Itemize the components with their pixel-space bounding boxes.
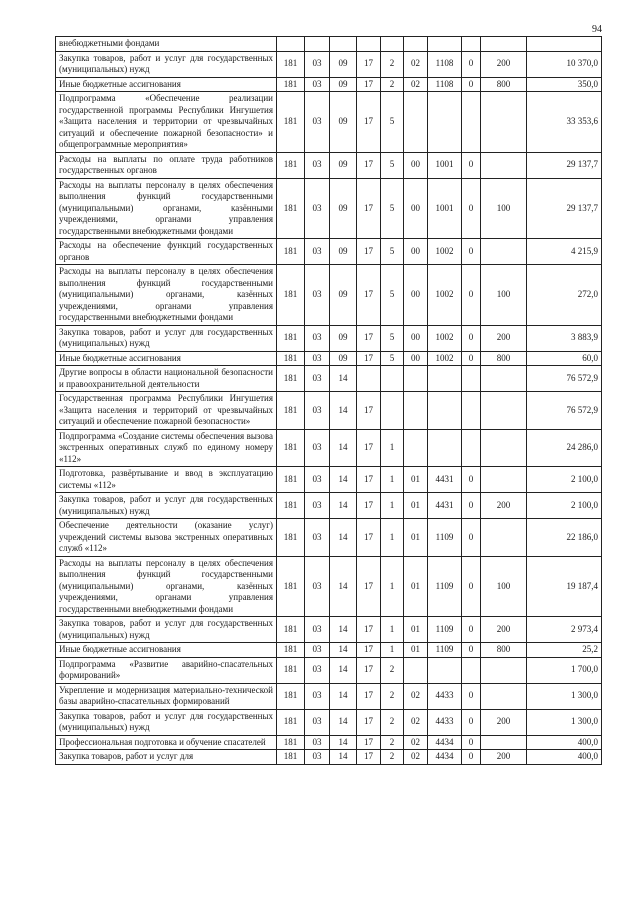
section-code-cell: 03 [305, 519, 330, 557]
program-code-cell: 17 [357, 643, 381, 658]
subprogram-code-cell [381, 37, 404, 52]
ministry-code-cell: 181 [277, 643, 305, 658]
ministry-code-cell: 181 [277, 493, 305, 519]
amount-cell: 2 973,4 [527, 617, 602, 643]
event-code-cell: 02 [404, 750, 428, 765]
table-row [56, 683, 602, 709]
expense-type-cell [481, 92, 527, 153]
expense-type-cell [481, 429, 527, 467]
subsection-code-cell: 09 [330, 51, 357, 77]
subprogram-code-cell: 1 [381, 467, 404, 493]
direction-suffix-cell: 0 [462, 556, 481, 617]
direction-code-cell: 4434 [428, 750, 462, 765]
program-code-cell: 17 [357, 467, 381, 493]
direction-suffix-cell: 0 [462, 519, 481, 557]
ministry-code-cell: 181 [277, 519, 305, 557]
event-code-cell: 01 [404, 467, 428, 493]
expense-type-cell: 800 [481, 351, 527, 366]
amount-cell: 76 572,9 [527, 392, 602, 430]
table-row [56, 519, 602, 557]
direction-code-cell [428, 37, 462, 52]
expense-type-cell: 800 [481, 643, 527, 658]
subsection-code-cell: 14 [330, 617, 357, 643]
subsection-code-cell: 14 [330, 519, 357, 557]
program-code-cell: 17 [357, 493, 381, 519]
table-row [56, 657, 602, 683]
expense-name-cell: Подпрограмма «Создание системы обеспечения вызова экстренных оперативных служб по единому номеру «112» [56, 429, 277, 467]
amount-cell: 1 300,0 [527, 683, 602, 709]
subprogram-code-cell: 2 [381, 51, 404, 77]
expense-name-cell: Обеспечение деятельности (оказание услуг) учреждений системы вызова экстренных оперативных служб «112» [56, 519, 277, 557]
event-code-cell: 01 [404, 617, 428, 643]
program-code-cell: 17 [357, 152, 381, 178]
event-code-cell: 00 [404, 325, 428, 351]
expense-name-cell: Иные бюджетные ассигнования [56, 351, 277, 366]
table-row [56, 493, 602, 519]
expense-type-cell [481, 239, 527, 265]
program-code-cell: 17 [357, 351, 381, 366]
direction-suffix-cell: 0 [462, 239, 481, 265]
direction-code-cell: 4431 [428, 493, 462, 519]
direction-suffix-cell: 0 [462, 265, 481, 326]
expense-name-cell: Расходы на выплаты персоналу в целях обеспечения выполнения функций государственными (муниципальными) органами, казённых учреждениями, органами управления государственными внебюджетными фондами [56, 265, 277, 326]
event-code-cell: 01 [404, 519, 428, 557]
expense-type-cell [481, 392, 527, 430]
program-code-cell: 17 [357, 429, 381, 467]
subsection-code-cell: 09 [330, 325, 357, 351]
event-code-cell: 02 [404, 77, 428, 92]
direction-suffix-cell: 0 [462, 643, 481, 658]
ministry-code-cell: 181 [277, 467, 305, 493]
section-code-cell: 03 [305, 750, 330, 765]
subprogram-code-cell: 5 [381, 178, 404, 239]
subprogram-code-cell: 2 [381, 735, 404, 750]
expense-type-cell [481, 519, 527, 557]
program-code-cell: 17 [357, 77, 381, 92]
amount-cell: 3 883,9 [527, 325, 602, 351]
program-code-cell: 17 [357, 392, 381, 430]
section-code-cell: 03 [305, 92, 330, 153]
program-code-cell: 17 [357, 51, 381, 77]
expense-name-cell: Закупка товаров, работ и услуг для государственных (муниципальных) нужд [56, 709, 277, 735]
event-code-cell: 02 [404, 709, 428, 735]
section-code-cell: 03 [305, 366, 330, 392]
subsection-code-cell: 14 [330, 750, 357, 765]
expense-name-cell: Закупка товаров, работ и услуг для государственных (муниципальных) нужд [56, 325, 277, 351]
expense-name-cell: Профессиональная подготовка и обучение спасателей [56, 735, 277, 750]
expense-type-cell [481, 467, 527, 493]
section-code-cell: 03 [305, 351, 330, 366]
direction-code-cell: 1108 [428, 77, 462, 92]
subprogram-code-cell: 2 [381, 77, 404, 92]
section-code-cell: 03 [305, 51, 330, 77]
amount-cell: 1 700,0 [527, 657, 602, 683]
expense-type-cell: 200 [481, 617, 527, 643]
expense-type-cell: 100 [481, 556, 527, 617]
direction-code-cell [428, 657, 462, 683]
event-code-cell [404, 429, 428, 467]
direction-code-cell: 1002 [428, 351, 462, 366]
expense-name-cell: Закупка товаров, работ и услуг для государственных (муниципальных) нужд [56, 493, 277, 519]
expense-type-cell [481, 152, 527, 178]
subsection-code-cell [330, 37, 357, 52]
expense-name-cell: Расходы на выплаты по оплате труда работников государственных органов [56, 152, 277, 178]
subprogram-code-cell: 1 [381, 643, 404, 658]
subprogram-code-cell: 5 [381, 152, 404, 178]
program-code-cell: 17 [357, 265, 381, 326]
expense-type-cell: 100 [481, 265, 527, 326]
ministry-code-cell: 181 [277, 92, 305, 153]
direction-code-cell: 1109 [428, 643, 462, 658]
table-row [56, 556, 602, 617]
expense-type-cell: 200 [481, 325, 527, 351]
ministry-code-cell: 181 [277, 178, 305, 239]
amount-cell: 60,0 [527, 351, 602, 366]
event-code-cell: 00 [404, 152, 428, 178]
direction-suffix-cell: 0 [462, 493, 481, 519]
amount-cell: 33 353,6 [527, 92, 602, 153]
amount-cell: 400,0 [527, 750, 602, 765]
section-code-cell: 03 [305, 265, 330, 326]
direction-suffix-cell: 0 [462, 178, 481, 239]
section-code-cell: 03 [305, 152, 330, 178]
program-code-cell: 17 [357, 178, 381, 239]
table-row [56, 325, 602, 351]
subsection-code-cell: 14 [330, 683, 357, 709]
expense-name-cell: Государственная программа Республики Ингушетия «Защита населения и территорий от чрезвычайных ситуаций и обеспечение пожарной безопасности» [56, 392, 277, 430]
subprogram-code-cell: 1 [381, 617, 404, 643]
direction-code-cell: 1002 [428, 325, 462, 351]
direction-code-cell: 4434 [428, 735, 462, 750]
subprogram-code-cell: 2 [381, 750, 404, 765]
table-row [56, 265, 602, 326]
subprogram-code-cell: 5 [381, 325, 404, 351]
direction-suffix-cell [462, 366, 481, 392]
section-code-cell: 03 [305, 735, 330, 750]
expense-type-cell [481, 683, 527, 709]
ministry-code-cell: 181 [277, 51, 305, 77]
event-code-cell: 00 [404, 239, 428, 265]
amount-cell: 1 300,0 [527, 709, 602, 735]
subprogram-code-cell: 1 [381, 556, 404, 617]
program-code-cell: 17 [357, 239, 381, 265]
table-row [56, 51, 602, 77]
direction-code-cell: 4433 [428, 683, 462, 709]
subprogram-code-cell: 2 [381, 657, 404, 683]
section-code-cell: 03 [305, 657, 330, 683]
expense-type-cell: 200 [481, 493, 527, 519]
section-code-cell: 03 [305, 556, 330, 617]
program-code-cell: 17 [357, 92, 381, 153]
table-row [56, 152, 602, 178]
table-row [56, 366, 602, 392]
ministry-code-cell: 181 [277, 683, 305, 709]
direction-suffix-cell: 0 [462, 709, 481, 735]
ministry-code-cell: 181 [277, 239, 305, 265]
subprogram-code-cell: 5 [381, 265, 404, 326]
direction-suffix-cell: 0 [462, 750, 481, 765]
program-code-cell: 17 [357, 617, 381, 643]
subsection-code-cell: 14 [330, 643, 357, 658]
expense-type-cell [481, 657, 527, 683]
subsection-code-cell: 09 [330, 92, 357, 153]
ministry-code-cell: 181 [277, 392, 305, 430]
subprogram-code-cell [381, 392, 404, 430]
direction-suffix-cell: 0 [462, 683, 481, 709]
ministry-code-cell: 181 [277, 617, 305, 643]
expense-type-cell [481, 735, 527, 750]
subsection-code-cell: 09 [330, 178, 357, 239]
ministry-code-cell: 181 [277, 351, 305, 366]
event-code-cell: 00 [404, 178, 428, 239]
expense-name-cell: Расходы на выплаты персоналу в целях обеспечения выполнения функций государственными (муниципальными) органами, казёнными учреждениями, органами управления государственными внебюджетными фондами [56, 178, 277, 239]
direction-suffix-cell: 0 [462, 325, 481, 351]
expense-type-cell: 100 [481, 178, 527, 239]
program-code-cell: 17 [357, 750, 381, 765]
direction-code-cell [428, 392, 462, 430]
subsection-code-cell: 09 [330, 265, 357, 326]
program-code-cell: 17 [357, 325, 381, 351]
subsection-code-cell: 14 [330, 493, 357, 519]
direction-code-cell: 1109 [428, 617, 462, 643]
direction-code-cell: 1002 [428, 239, 462, 265]
subsection-code-cell: 14 [330, 467, 357, 493]
subsection-code-cell: 09 [330, 77, 357, 92]
table-row [56, 92, 602, 153]
direction-code-cell [428, 366, 462, 392]
event-code-cell: 02 [404, 735, 428, 750]
expense-name-cell: Иные бюджетные ассигнования [56, 643, 277, 658]
expense-name-cell: Закупка товаров, работ и услуг для государственных (муниципальных) нужд [56, 51, 277, 77]
subprogram-code-cell: 1 [381, 429, 404, 467]
amount-cell [527, 37, 602, 52]
section-code-cell: 03 [305, 643, 330, 658]
ministry-code-cell: 181 [277, 657, 305, 683]
direction-code-cell: 1002 [428, 265, 462, 326]
amount-cell: 29 137,7 [527, 152, 602, 178]
direction-suffix-cell: 0 [462, 735, 481, 750]
expense-name-cell: Укрепление и модернизация материально-технической базы аварийно-спасательных формирований [56, 683, 277, 709]
ministry-code-cell: 181 [277, 77, 305, 92]
section-code-cell: 03 [305, 429, 330, 467]
subprogram-code-cell [381, 366, 404, 392]
table-row [56, 617, 602, 643]
expense-type-cell [481, 37, 527, 52]
program-code-cell [357, 366, 381, 392]
expense-name-cell: Закупка товаров, работ и услуг для [56, 750, 277, 765]
subprogram-code-cell: 2 [381, 683, 404, 709]
event-code-cell: 00 [404, 265, 428, 326]
section-code-cell: 03 [305, 77, 330, 92]
amount-cell: 19 187,4 [527, 556, 602, 617]
event-code-cell [404, 92, 428, 153]
expense-type-cell: 200 [481, 750, 527, 765]
direction-code-cell: 1109 [428, 556, 462, 617]
amount-cell: 24 286,0 [527, 429, 602, 467]
table-row [56, 392, 602, 430]
ministry-code-cell: 181 [277, 735, 305, 750]
table-row [56, 178, 602, 239]
subsection-code-cell: 09 [330, 152, 357, 178]
budget-table [55, 36, 602, 765]
subsection-code-cell: 14 [330, 392, 357, 430]
section-code-cell: 03 [305, 178, 330, 239]
amount-cell: 350,0 [527, 77, 602, 92]
direction-code-cell [428, 92, 462, 153]
event-code-cell [404, 392, 428, 430]
direction-code-cell: 1109 [428, 519, 462, 557]
expense-name-cell: Подпрограмма «Обеспечение реализации государственной программы Республики Ингушетия «Защита населения и территории от чрезвычайных ситуаций и обеспечение пожарной безопасности» и общепрограммные мероприятия» [56, 92, 277, 153]
event-code-cell: 01 [404, 556, 428, 617]
table-row [56, 37, 602, 52]
expense-name-cell: Расходы на обеспечение функций государственных органов [56, 239, 277, 265]
program-code-cell: 17 [357, 556, 381, 617]
table-row [56, 351, 602, 366]
expense-type-cell: 800 [481, 77, 527, 92]
program-code-cell: 17 [357, 657, 381, 683]
subprogram-code-cell: 2 [381, 709, 404, 735]
amount-cell: 272,0 [527, 265, 602, 326]
table-row [56, 239, 602, 265]
ministry-code-cell: 181 [277, 750, 305, 765]
subprogram-code-cell: 5 [381, 351, 404, 366]
direction-suffix-cell [462, 37, 481, 52]
amount-cell: 2 100,0 [527, 493, 602, 519]
amount-cell: 22 186,0 [527, 519, 602, 557]
event-code-cell [404, 37, 428, 52]
direction-code-cell: 4431 [428, 467, 462, 493]
section-code-cell [305, 37, 330, 52]
subprogram-code-cell: 5 [381, 92, 404, 153]
ministry-code-cell: 181 [277, 556, 305, 617]
direction-code-cell: 4433 [428, 709, 462, 735]
ministry-code-cell: 181 [277, 429, 305, 467]
direction-suffix-cell: 0 [462, 51, 481, 77]
expense-name-cell: Расходы на выплаты персоналу в целях обеспечения выполнения функций государственными (муниципальными) органами, казённых учреждениями, органами управления государственными внебюджетными фондами [56, 556, 277, 617]
event-code-cell: 02 [404, 683, 428, 709]
direction-code-cell: 1001 [428, 178, 462, 239]
ministry-code-cell: 181 [277, 152, 305, 178]
direction-suffix-cell [462, 392, 481, 430]
direction-suffix-cell: 0 [462, 77, 481, 92]
direction-code-cell: 1108 [428, 51, 462, 77]
amount-cell: 10 370,0 [527, 51, 602, 77]
section-code-cell: 03 [305, 392, 330, 430]
ministry-code-cell: 181 [277, 325, 305, 351]
subsection-code-cell: 14 [330, 556, 357, 617]
direction-suffix-cell: 0 [462, 152, 481, 178]
event-code-cell: 01 [404, 493, 428, 519]
amount-cell: 76 572,9 [527, 366, 602, 392]
expense-name-cell: Закупка товаров, работ и услуг для государственных (муниципальных) нужд [56, 617, 277, 643]
subprogram-code-cell: 5 [381, 239, 404, 265]
table-row [56, 735, 602, 750]
subsection-code-cell: 14 [330, 366, 357, 392]
program-code-cell: 17 [357, 519, 381, 557]
event-code-cell: 01 [404, 643, 428, 658]
section-code-cell: 03 [305, 617, 330, 643]
ministry-code-cell: 181 [277, 366, 305, 392]
program-code-cell [357, 37, 381, 52]
section-code-cell: 03 [305, 467, 330, 493]
program-code-cell: 17 [357, 709, 381, 735]
event-code-cell: 00 [404, 351, 428, 366]
expense-name-cell: Подготовка, развёртывание и ввод в эксплуатацию системы «112» [56, 467, 277, 493]
direction-suffix-cell [462, 657, 481, 683]
program-code-cell: 17 [357, 735, 381, 750]
section-code-cell: 03 [305, 493, 330, 519]
section-code-cell: 03 [305, 325, 330, 351]
subsection-code-cell: 09 [330, 239, 357, 265]
expense-name-cell: Другие вопросы в области национальной безопасности и правоохранительной деятельности [56, 366, 277, 392]
subsection-code-cell: 14 [330, 735, 357, 750]
subsection-code-cell: 14 [330, 657, 357, 683]
table-row [56, 643, 602, 658]
direction-code-cell: 1001 [428, 152, 462, 178]
direction-code-cell [428, 429, 462, 467]
direction-suffix-cell [462, 92, 481, 153]
subsection-code-cell: 09 [330, 351, 357, 366]
subsection-code-cell: 14 [330, 429, 357, 467]
expense-type-cell: 200 [481, 51, 527, 77]
section-code-cell: 03 [305, 709, 330, 735]
expense-type-cell: 200 [481, 709, 527, 735]
amount-cell: 4 215,9 [527, 239, 602, 265]
event-code-cell [404, 657, 428, 683]
expense-type-cell [481, 366, 527, 392]
ministry-code-cell [277, 37, 305, 52]
expense-name-cell: внебюджетными фондами [56, 37, 277, 52]
table-row [56, 429, 602, 467]
expense-name-cell: Иные бюджетные ассигнования [56, 77, 277, 92]
direction-suffix-cell: 0 [462, 351, 481, 366]
ministry-code-cell: 181 [277, 265, 305, 326]
direction-suffix-cell: 0 [462, 467, 481, 493]
amount-cell: 2 100,0 [527, 467, 602, 493]
event-code-cell [404, 366, 428, 392]
amount-cell: 25,2 [527, 643, 602, 658]
expense-name-cell: Подпрограмма «Развитие аварийно-спасательных формирований» [56, 657, 277, 683]
amount-cell: 29 137,7 [527, 178, 602, 239]
subprogram-code-cell: 1 [381, 493, 404, 519]
ministry-code-cell: 181 [277, 709, 305, 735]
section-code-cell: 03 [305, 239, 330, 265]
subprogram-code-cell: 1 [381, 519, 404, 557]
table-row [56, 467, 602, 493]
subsection-code-cell: 14 [330, 709, 357, 735]
direction-suffix-cell: 0 [462, 617, 481, 643]
amount-cell: 400,0 [527, 735, 602, 750]
table-row [56, 750, 602, 765]
direction-suffix-cell [462, 429, 481, 467]
page-number: 94 [592, 24, 602, 35]
table-row [56, 709, 602, 735]
program-code-cell: 17 [357, 683, 381, 709]
event-code-cell: 02 [404, 51, 428, 77]
section-code-cell: 03 [305, 683, 330, 709]
table-row [56, 77, 602, 92]
